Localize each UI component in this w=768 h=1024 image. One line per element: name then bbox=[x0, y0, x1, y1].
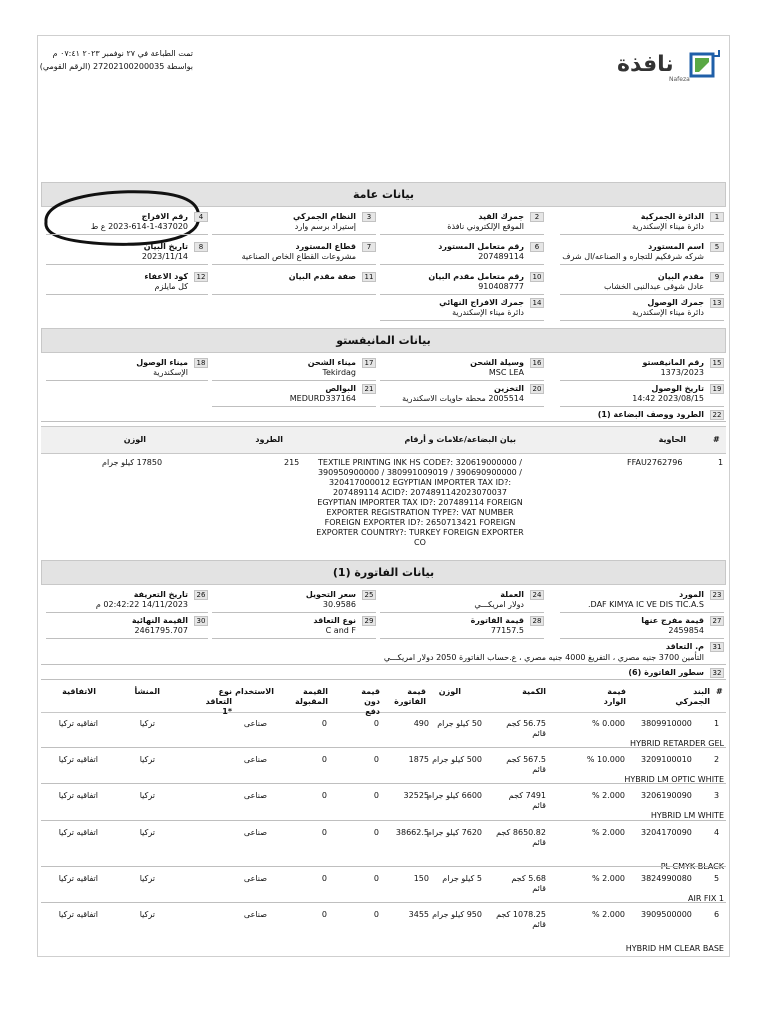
inv-line-no-pay: 0 bbox=[373, 719, 379, 728]
field-6-underline bbox=[380, 264, 544, 265]
inv-line-origin: تركيا bbox=[139, 910, 155, 919]
field-24-label: العملة bbox=[500, 590, 524, 599]
field-11-label: صفة مقدم البيان bbox=[288, 272, 356, 281]
field-14-label: جمرك الافراج النهائي bbox=[439, 298, 524, 307]
field-16-number: 16 bbox=[530, 358, 544, 368]
field-20-value: 2005514 محطة حاويات الاسكندرية bbox=[402, 394, 524, 403]
field-5-number: 5 bbox=[710, 242, 724, 252]
field-6-label: رقم متعامل المستورد bbox=[438, 242, 524, 251]
field-32-label: سطور الفاتورة (6) bbox=[628, 668, 704, 677]
field-23-label: المورد bbox=[679, 590, 704, 599]
field-17-value: Tekirdag bbox=[322, 368, 356, 377]
inv-line-separator bbox=[41, 820, 726, 821]
inv-line-agreement: اتفاقيه تركيا bbox=[58, 874, 98, 883]
field-25-label: سعر التحويل bbox=[305, 590, 356, 599]
inv-line-origin: تركيا bbox=[139, 828, 155, 837]
field-12-value: كل مايلزم bbox=[154, 282, 188, 291]
inv-line-description: PL CMYK BLACK bbox=[660, 862, 724, 871]
field-3-label: النظام الجمركي bbox=[292, 212, 356, 221]
field-21-label: البوالص bbox=[325, 384, 356, 393]
field-18-value: الإسكندرية bbox=[153, 368, 188, 377]
field-3-underline bbox=[212, 234, 376, 235]
inv-line-origin: تركيا bbox=[139, 874, 155, 883]
field-27-underline bbox=[560, 638, 724, 639]
inv-col-idx: # bbox=[716, 687, 723, 696]
field-30-underline bbox=[46, 638, 208, 639]
field-10-value: 910408777 bbox=[478, 282, 524, 291]
field-15-underline bbox=[560, 380, 724, 381]
field-22-underline bbox=[41, 421, 726, 422]
goods-row-container: FFAU2762796 bbox=[627, 458, 683, 467]
field-17-number: 17 bbox=[362, 358, 376, 368]
field-18-number: 18 bbox=[194, 358, 208, 368]
inv-line-idx: 4 bbox=[714, 828, 720, 837]
inv-line-agreement: اتفاقيه تركيا bbox=[58, 910, 98, 919]
field-32-number: 32 bbox=[710, 668, 724, 678]
inv-line-usage: صناعى bbox=[243, 719, 267, 728]
field-31-label: م. التعاقد bbox=[665, 642, 704, 651]
field-16-label: وسيلة الشحن bbox=[470, 358, 524, 367]
goods-desc-line: 320417000012 EGYPTIAN IMPORTER TAX ID?: bbox=[328, 478, 512, 487]
inv-line-accepted: 0 bbox=[321, 791, 327, 800]
inv-line-idx: 5 bbox=[714, 874, 720, 883]
field-19-underline bbox=[560, 406, 724, 407]
field-29-underline bbox=[212, 638, 376, 639]
field-5-label: اسم المستورد bbox=[648, 242, 704, 251]
inv-col-origin: المنشأ bbox=[134, 687, 160, 696]
inv-line-invoice-value: 150 bbox=[413, 874, 429, 883]
field-22-label: الطرود ووصف البضاعة (1) bbox=[597, 410, 704, 419]
inv-line-invoice-value: 490 bbox=[413, 719, 429, 728]
section-general-title: بيانات عامة bbox=[41, 182, 726, 207]
field-3-value: إستيراد برسم وارد bbox=[294, 222, 356, 231]
goods-desc-line: 390950900000 / 380991009019 / 390690900000 / bbox=[317, 468, 523, 477]
field-8-underline bbox=[46, 264, 208, 265]
field-25-underline bbox=[212, 612, 376, 613]
field-18-underline bbox=[46, 380, 208, 381]
field-14-value: دائرة ميناء الإسكندرية bbox=[452, 308, 524, 317]
goods-desc-line: EXPORTER COUNTRY?: TURKEY FOREIGN EXPORTER bbox=[316, 528, 524, 537]
inv-line-usage: صناعى bbox=[243, 828, 267, 837]
inv-line-description: AIR FIX 1 bbox=[687, 894, 724, 903]
inv-col-no-pay: قيمة دون دفع bbox=[361, 687, 380, 716]
field-9-label: مقدم البيان bbox=[657, 272, 704, 281]
inv-line-description: HYBRID HM CLEAR BASE bbox=[625, 944, 724, 953]
logo-wordmark: نافذة bbox=[617, 52, 674, 77]
field-6-value: 207489114 bbox=[478, 252, 524, 261]
inv-col-agreement: الاتفاقية bbox=[62, 687, 96, 696]
field-26-label: تاريخ التعريفة bbox=[133, 590, 188, 599]
inv-line-usage: صناعى bbox=[243, 791, 267, 800]
inv-line-incoming: 10.000 % bbox=[586, 755, 625, 764]
inv-line-no-pay: 0 bbox=[373, 791, 379, 800]
goods-row-description bbox=[306, 458, 534, 548]
inv-col-usage: الاستخدام bbox=[235, 687, 274, 696]
inv-line-agreement: اتفاقيه تركيا bbox=[58, 755, 98, 764]
inv-line-idx: 6 bbox=[714, 910, 720, 919]
document-page bbox=[37, 35, 730, 957]
field-27-value: 2459854 bbox=[668, 626, 704, 635]
field-19-label: تاريخ الوصول bbox=[651, 384, 704, 393]
field-3-number: 3 bbox=[362, 212, 376, 222]
field-29-number: 29 bbox=[362, 616, 376, 626]
field-15-value: 1373/2023 bbox=[660, 368, 704, 377]
field-26-number: 26 bbox=[194, 590, 208, 600]
field-10-underline bbox=[380, 294, 544, 295]
field-7-label: قطاع المستورد bbox=[295, 242, 356, 251]
inv-line-idx: 1 bbox=[714, 719, 720, 728]
inv-line-accepted: 0 bbox=[321, 755, 327, 764]
field-28-value: 77157.5 bbox=[490, 626, 524, 635]
inv-col-incoming: فيمة الوارد bbox=[603, 687, 626, 706]
goods-desc-line: TEXTILE PRINTING INK HS CODE?: 320619000000 / bbox=[318, 458, 522, 467]
field-2-number: 2 bbox=[530, 212, 544, 222]
field-13-label: جمرك الوصول bbox=[647, 298, 704, 307]
field-26-value: 14/11/2023 02:42:22 م bbox=[95, 600, 188, 609]
goods-row-weight: 17850 كيلو جرام bbox=[102, 458, 163, 467]
inv-line-incoming: 0.000 % bbox=[591, 719, 625, 728]
inv-line-idx: 3 bbox=[714, 791, 720, 800]
field-15-number: 15 bbox=[710, 358, 724, 368]
inv-line-hs: 3824990080 bbox=[641, 874, 692, 883]
field-16-value: MSC LEA bbox=[488, 368, 524, 377]
field-29-value: C and F bbox=[325, 626, 356, 635]
goods-desc-line: EXPORTER REGISTRATION TYPE?: VAT NUMBER bbox=[326, 508, 514, 517]
inv-line-no-pay: 0 bbox=[373, 828, 379, 837]
field-9-value: عادل شوقى عبدالنبى الخشاب bbox=[603, 282, 704, 291]
inv-col-hs: البند الجمركي bbox=[675, 687, 710, 706]
inv-line-agreement: اتفاقيه تركيا bbox=[58, 791, 98, 800]
field-30-label: القيمة النهائية bbox=[131, 616, 188, 625]
goods-col-packages: الطرود bbox=[255, 435, 283, 444]
goods-col-idx: # bbox=[713, 435, 720, 444]
field-1-number: 1 bbox=[710, 212, 724, 222]
inv-line-weight: 500 كيلو جرام bbox=[432, 755, 482, 764]
goods-desc-line: EGYPTIAN IMPORTER TAX ID?: 207489114 FOREIGN bbox=[317, 498, 523, 507]
field-23-value: DAF KIMYA IC VE DIS TIC.A.S. bbox=[588, 600, 704, 609]
field-4-value: 2023-614-1-437020 ع ط bbox=[90, 222, 188, 231]
field-12-number: 12 bbox=[194, 272, 208, 282]
field-9-number: 9 bbox=[710, 272, 724, 282]
goods-row-idx: 1 bbox=[718, 458, 724, 467]
inv-line-qty: 1078.25 كجم قائم bbox=[496, 910, 546, 929]
nafeza-logo bbox=[615, 48, 725, 86]
invoice-lines-header bbox=[41, 684, 726, 716]
field-19-value: 2023/08/15 14:42 bbox=[632, 394, 704, 403]
field-27-number: 27 bbox=[710, 616, 724, 626]
field-32-underline bbox=[41, 679, 726, 680]
field-22-number: 22 bbox=[710, 410, 724, 420]
field-15-label: رقم المانيفستو bbox=[642, 358, 704, 367]
field-16-underline bbox=[380, 380, 544, 381]
field-2-label: جمرك القيد bbox=[478, 212, 524, 221]
field-25-number: 25 bbox=[362, 590, 376, 600]
field-23-underline bbox=[560, 612, 724, 613]
field-18-label: ميناء الوصول bbox=[136, 358, 188, 367]
inv-line-qty: 56.75 كجم قائم bbox=[506, 719, 546, 738]
field-28-label: قيمة الفاتورة bbox=[470, 616, 524, 625]
inv-col-contract: نوع التعاقد *1 bbox=[205, 687, 232, 716]
section-manifest-title: بيانات المانيفستو bbox=[41, 328, 726, 353]
field-7-number: 7 bbox=[362, 242, 376, 252]
field-4-label: رقم الافراج bbox=[141, 212, 188, 221]
field-31-number: 31 bbox=[710, 642, 724, 652]
field-21-value: MEDURD337164 bbox=[289, 394, 356, 403]
print-timestamp: تمت الطباعة في ٢٧ نوفمبر ٢٠٢٣ ٠٧:٤١ م bbox=[52, 49, 193, 58]
inv-line-accepted: 0 bbox=[321, 874, 327, 883]
field-5-value: شركه شرفكيم للتجاره و الصناعه/ال شرف bbox=[562, 252, 704, 261]
field-20-label: التخزين bbox=[494, 384, 524, 393]
goods-col-desc: بيان البضاعة/علامات و أرقام bbox=[404, 435, 516, 444]
inv-line-invoice-value: 38662.5 bbox=[395, 828, 429, 837]
inv-line-no-pay: 0 bbox=[373, 910, 379, 919]
field-30-number: 30 bbox=[194, 616, 208, 626]
field-9-underline bbox=[560, 294, 724, 295]
field-2-underline bbox=[380, 234, 544, 235]
field-1-value: دائرة ميناء الإسكندرية bbox=[632, 222, 704, 231]
field-28-underline bbox=[380, 638, 544, 639]
field-13-number: 13 bbox=[710, 298, 724, 308]
inv-line-incoming: 2.000 % bbox=[591, 910, 625, 919]
inv-line-incoming: 2.000 % bbox=[591, 828, 625, 837]
inv-line-separator bbox=[41, 902, 726, 903]
inv-line-qty: 567.5 كجم قائم bbox=[506, 755, 546, 774]
inv-line-hs: 3909500000 bbox=[641, 910, 692, 919]
inv-col-accepted: القيمة المقبولة bbox=[294, 687, 328, 706]
inv-line-qty: 7491 كجم قائم bbox=[508, 791, 546, 810]
goods-desc-line: FOREIGN EXPORTER ID?: 2650713421 FOREIGN bbox=[324, 518, 516, 527]
inv-line-usage: صناعى bbox=[243, 910, 267, 919]
field-20-number: 20 bbox=[530, 384, 544, 394]
inv-line-incoming: 2.000 % bbox=[591, 791, 625, 800]
field-10-number: 10 bbox=[530, 272, 544, 282]
inv-line-description: HYBRID RETARDER GEL bbox=[630, 739, 724, 748]
inv-line-origin: تركيا bbox=[139, 791, 155, 800]
goods-col-weight: الوزن bbox=[123, 435, 146, 444]
field-26-underline bbox=[46, 612, 208, 613]
field-28-number: 28 bbox=[530, 616, 544, 626]
inv-line-no-pay: 0 bbox=[373, 874, 379, 883]
inv-line-usage: صناعى bbox=[243, 874, 267, 883]
goods-col-container: الحاوية bbox=[658, 435, 686, 444]
field-27-label: قيمة مفرج عنها bbox=[641, 616, 704, 625]
goods-table-header bbox=[41, 426, 726, 454]
inv-line-qty: 8650.82 كجم قائم bbox=[496, 828, 546, 847]
inv-line-separator bbox=[41, 783, 726, 784]
field-11-number: 11 bbox=[362, 272, 376, 282]
field-8-label: تاريخ البيان bbox=[143, 242, 188, 251]
field-23-number: 23 bbox=[710, 590, 724, 600]
field-19-number: 19 bbox=[710, 384, 724, 394]
printed-by: بواسطة 27202100200035 (الرقم القومي) bbox=[39, 62, 193, 71]
inv-line-incoming: 2.000 % bbox=[591, 874, 625, 883]
inv-line-no-pay: 0 bbox=[373, 755, 379, 764]
field-24-underline bbox=[380, 612, 544, 613]
field-13-value: دائرة ميناء الإسكندرية bbox=[632, 308, 704, 317]
inv-line-origin: تركيا bbox=[139, 755, 155, 764]
field-5-underline bbox=[560, 264, 724, 265]
field-17-underline bbox=[212, 380, 376, 381]
field-29-label: نوع التعاقد bbox=[313, 616, 356, 625]
field-24-value: دولار امريكـــي bbox=[474, 600, 524, 609]
field-17-label: ميناء الشحن bbox=[307, 358, 356, 367]
field-21-underline bbox=[212, 406, 376, 407]
field-11-underline bbox=[212, 294, 376, 295]
inv-line-accepted: 0 bbox=[321, 719, 327, 728]
field-4-underline bbox=[46, 234, 208, 235]
field-31-underline bbox=[41, 664, 726, 665]
field-6-number: 6 bbox=[530, 242, 544, 252]
field-14-number: 14 bbox=[530, 298, 544, 308]
inv-line-accepted: 0 bbox=[321, 910, 327, 919]
field-30-value: 2461795.707 bbox=[134, 626, 188, 635]
field-20-underline bbox=[380, 406, 544, 407]
inv-line-separator bbox=[41, 747, 726, 748]
inv-line-invoice-value: 1875 bbox=[408, 755, 429, 764]
inv-line-hs: 3206190090 bbox=[641, 791, 692, 800]
inv-line-description: HYBRID LM OPTIC WHITE bbox=[624, 775, 724, 784]
inv-line-hs: 3204170090 bbox=[641, 828, 692, 837]
section-invoice-title: بيانات الفاتورة (1) bbox=[41, 560, 726, 585]
goods-row-packages: 215 bbox=[284, 458, 300, 467]
inv-line-weight: 7620 كيلو جرام bbox=[427, 828, 482, 837]
logo-subtext: Nafeza bbox=[669, 76, 690, 83]
inv-line-invoice-value: 3455 bbox=[408, 910, 429, 919]
inv-col-invoice-value: قيمة الفاتورة bbox=[394, 687, 426, 706]
inv-line-origin: تركيا bbox=[139, 719, 155, 728]
field-7-underline bbox=[212, 264, 376, 265]
field-1-label: الدائرة الجمركية bbox=[640, 212, 704, 221]
field-12-label: كود الاعفاء bbox=[144, 272, 188, 281]
inv-col-qty: الكمية bbox=[522, 687, 546, 696]
inv-line-agreement: اتفاقيه تركيا bbox=[58, 719, 98, 728]
field-24-number: 24 bbox=[530, 590, 544, 600]
goods-desc-line: 207489114 ACID?: 2074891142023070037 bbox=[333, 488, 507, 497]
field-2-value: الموقع الإلكتروني نافذة bbox=[447, 222, 524, 231]
field-4-number: 4 bbox=[194, 212, 208, 222]
field-1-underline bbox=[560, 234, 724, 235]
field-12-underline bbox=[46, 294, 208, 295]
inv-line-weight: 6600 كيلو جرام bbox=[427, 791, 482, 800]
inv-line-usage: صناعى bbox=[243, 755, 267, 764]
field-10-label: رقم متعامل مقدم البيان bbox=[428, 272, 524, 281]
goods-desc-line: CO bbox=[414, 538, 426, 547]
inv-line-idx: 2 bbox=[714, 755, 720, 764]
inv-line-weight: 950 كيلو جرام bbox=[432, 910, 482, 919]
inv-line-accepted: 0 bbox=[321, 828, 327, 837]
field-31-value: التأمين 3700 جنيه مصري ، التفريغ 4000 جنيه مصري ، ع.حساب الفاتورة 2050 دولار امريكـــي bbox=[383, 653, 704, 662]
inv-line-weight: 5 كيلو جرام bbox=[442, 874, 482, 883]
inv-line-description: HYBRID LM WHITE bbox=[650, 811, 724, 820]
field-7-value: مشروعات القطاع الخاص الصناعية bbox=[241, 252, 356, 261]
inv-col-weight: الوزن bbox=[438, 687, 461, 696]
field-8-value: 2023/11/14 bbox=[141, 252, 188, 261]
field-8-number: 8 bbox=[194, 242, 208, 252]
field-13-underline bbox=[560, 320, 724, 321]
inv-line-separator bbox=[41, 866, 726, 867]
inv-line-hs: 3209100010 bbox=[641, 755, 692, 764]
field-25-value: 30.9586 bbox=[322, 600, 356, 609]
inv-line-invoice-value: 32525 bbox=[403, 791, 429, 800]
field-14-underline bbox=[380, 320, 544, 321]
inv-line-agreement: اتفاقيه تركيا bbox=[58, 828, 98, 837]
inv-line-hs: 3809910000 bbox=[641, 719, 692, 728]
inv-line-weight: 50 كيلو جرام bbox=[437, 719, 482, 728]
field-21-number: 21 bbox=[362, 384, 376, 394]
inv-line-qty: 5.68 كجم قائم bbox=[511, 874, 546, 893]
